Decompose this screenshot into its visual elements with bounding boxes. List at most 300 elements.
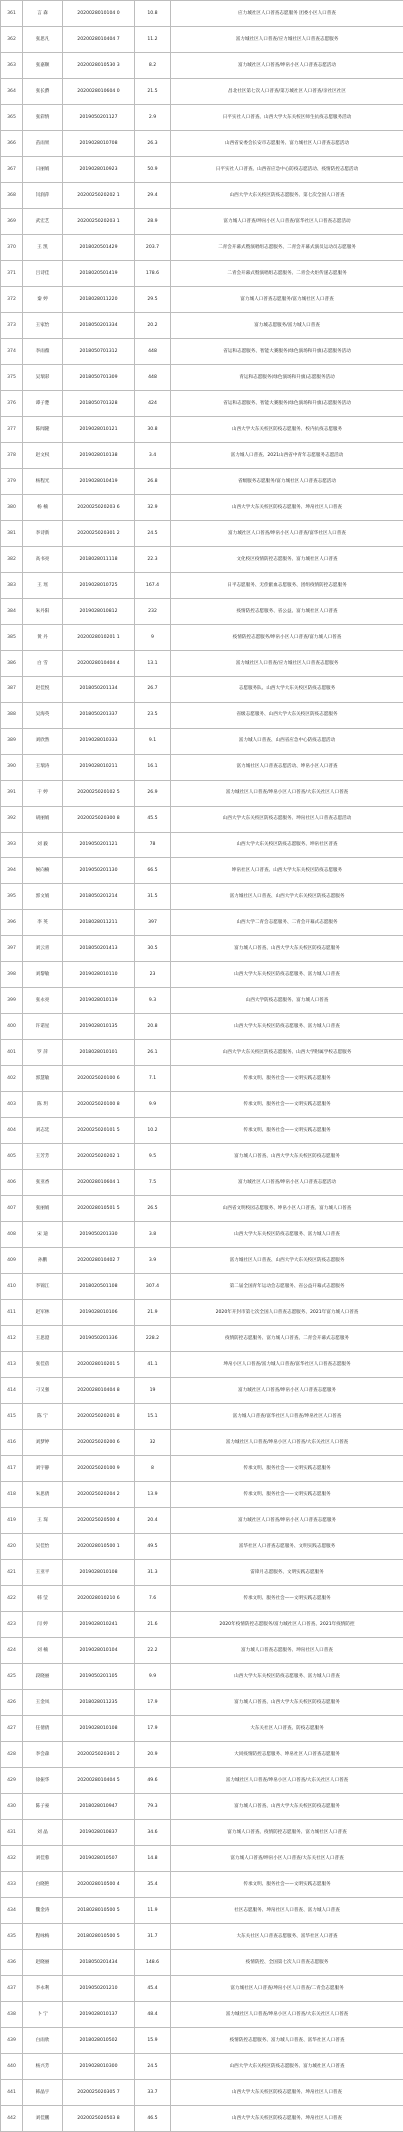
student-id: 2018050701328 [63,390,135,416]
student-id: 2020028010210 6 [63,1586,135,1612]
service-hours: 19 [135,1378,171,1404]
service-hours: 26.7 [135,676,171,702]
activity-description: 省运和志愿服务、智能大赛服务(绿色演场和升旗)志愿服务活动 [171,338,403,364]
service-hours: 21.5 [135,78,171,104]
volunteer-name: 刘云青 [23,936,63,962]
student-id: 2019050201330 [63,1222,135,1248]
service-hours: 20.2 [135,312,171,338]
table-row [1,156,403,182]
volunteer-name: 王思澄 [23,1326,63,1352]
row-number: 384 [1,598,23,624]
row-number: 425 [1,1664,23,1690]
service-hours: 9.3 [135,988,171,1014]
row-number: 419 [1,1508,23,1534]
student-id: 2019028010135 [63,1014,135,1040]
table-row [1,442,403,468]
service-hours: 3.4 [135,442,171,468]
student-id: 2019028010108 [63,1715,135,1741]
activity-description: 富力城社区人口普查/坤帛小区人口普查志愿服务 [171,1508,403,1534]
row-number: 370 [1,234,23,260]
row-number: 369 [1,208,23,234]
volunteer-name: 刘 晶 [23,1819,63,1845]
table-row [1,1326,403,1352]
service-hours: 448 [135,364,171,390]
row-number: 365 [1,104,23,130]
volunteer-name: 刘志廷 [23,1118,63,1144]
table-row [1,910,403,936]
row-number: 438 [1,2001,23,2027]
activity-description: 传承文明、服务社会——文明实践志愿服务 [171,1092,403,1118]
service-hours: 33.7 [135,2079,171,2105]
student-id: 2020025020201 8 [63,1404,135,1430]
service-hours: 7.6 [135,1586,171,1612]
volunteer-name: 赵军林 [23,1300,63,1326]
table-row [1,1793,403,1819]
volunteer-name: 刘黎敏 [23,962,63,988]
activity-description: 山西大学大东关校区防疫志愿服务、坤帛社区人口普查 [171,2079,403,2105]
activity-description: 富力城社区人口普查/应力城社区人口普查志愿服务 [171,26,403,52]
activity-description: 山西大学大东关校区防疫志愿服务、坤帛社区人口普查志愿活动 [171,806,403,832]
activity-description: 日平实社人口普查、山西大学大东关校区师生抗疫志愿服务活动 [171,104,403,130]
activity-description: 昌北社区第七次人口普查/第万城社区人口普查/亲社区社区 [171,78,403,104]
student-id: 2019028010211 [63,754,135,780]
volunteer-name: 李锦江 [23,1274,63,1300]
service-hours: 9.1 [135,728,171,754]
activity-description: 2020年开封市第七次全国人口普查志愿服务、2021年富力城人口普查 [171,1300,403,1326]
activity-description: 富力城人口普查、疫情防控志愿服务、富力城社区人口普查 [171,1819,403,1845]
student-id: 2019028010812 [63,598,135,624]
volunteer-name: 武宏艺 [23,208,63,234]
service-hours: 26.8 [135,468,171,494]
row-number: 367 [1,156,23,182]
row-number: 394 [1,858,23,884]
activity-description: 传承文明、服务社会——文明实践志愿服务 [171,1871,403,1897]
student-id: 2019028010923 [63,156,135,182]
service-hours: 23.5 [135,702,171,728]
volunteer-name: 刘 楠 [23,1638,63,1664]
table-row [1,2027,403,2053]
table-row [1,1767,403,1793]
table-row [1,1871,403,1897]
student-id: 2020028010402 7 [63,1248,135,1274]
student-id: 2019050201105 [63,1664,135,1690]
service-hours: 32.9 [135,494,171,520]
service-hours: 45.5 [135,806,171,832]
row-number: 429 [1,1767,23,1793]
table-row [1,1715,403,1741]
student-id: 2018028011211 [63,910,135,936]
volunteer-name: 孙鹏 [23,1248,63,1274]
service-hours: 13.9 [135,1482,171,1508]
activity-description: 二青会开幕式暨演唱组志愿服务、二青会火炬传递志愿服务 [171,260,403,286]
row-number: 433 [1,1871,23,1897]
activity-description: 疫情防控志愿服务、省公益、富力城社区人口普查 [171,598,403,624]
row-number: 442 [1,2105,23,2131]
row-number: 402 [1,1066,23,1092]
activity-description: 省级志愿服务、山西大学大东关校区防疫志愿服务 [171,702,403,728]
table-row [1,754,403,780]
row-number: 439 [1,2027,23,2053]
volunteer-name: 王 凯 [23,234,63,260]
activity-description: 疫情防控志愿服务、富力城人口普查、富华社区人口普查 [171,2027,403,2053]
volunteer-name: 闫润萍 [23,182,63,208]
table-row [1,260,403,286]
volunteer-name: 赵佳悦 [23,676,63,702]
activity-description: 富力城人口普查、山西省应急中心防疫志愿活动 [171,728,403,754]
table-row [1,1508,403,1534]
table-row [1,1664,403,1690]
student-id: 2020025020100 8 [63,1092,135,1118]
activity-description: 富力城人口普查/富华社区人口普查/坤帛社区人口普查 [171,1404,403,1430]
activity-description: 富力城人口普查/坤帛小区人口普查/富华社区人口普查志愿活动 [171,208,403,234]
row-number: 389 [1,728,23,754]
student-id: 2019028010241 [63,1612,135,1638]
volunteer-name: 刘佳鹏 [23,2105,63,2131]
student-id: 2018050201214 [63,884,135,910]
student-id: 2018050201434 [63,1949,135,1975]
activity-description: 雷锋月志愿服务、文明实践志愿服务 [171,1560,403,1586]
student-id: 2020028010201 5 [63,1352,135,1378]
student-id: 2020025020101 5 [63,1118,135,1144]
service-hours: 30.5 [135,936,171,962]
row-number: 441 [1,2079,23,2105]
row-number: 440 [1,2053,23,2079]
student-id: 2020025020305 7 [63,2079,135,2105]
table-row [1,1,403,27]
activity-description: 疫情防控志愿服务、富力城人口普查、二青会开幕式志愿服务 [171,1326,403,1352]
table-row [1,338,403,364]
row-number: 405 [1,1144,23,1170]
service-hours: 8 [135,1456,171,1482]
service-hours: 9.9 [135,1092,171,1118]
table-row [1,234,403,260]
activity-description: 富力城社区人口普查/坤帛小区人口普查/大东关社区人口普查 [171,1767,403,1793]
student-id: 2019028010119 [63,988,135,1014]
volunteer-name: 卜 宁 [23,2001,63,2027]
table-row [1,832,403,858]
activity-description: 传承文明、服务社会——文明实践志愿服务 [171,1066,403,1092]
table-row [1,598,403,624]
activity-description: 文化校区疫情防控志愿服务、富力城社区人口普查 [171,546,403,572]
activity-description: 第二届全国青年运动会志愿服务、省公益开幕式志愿服务 [171,1274,403,1300]
volunteer-name: 王 琛 [23,1508,63,1534]
row-number: 426 [1,1689,23,1715]
student-id: 2019028010121 [63,416,135,442]
volunteer-name: 李诗新 [23,520,63,546]
service-hours: 232 [135,598,171,624]
activity-description: 富力城社区人口普查/坤帛小区人口普查/大东关社区人口普查 [171,1430,403,1456]
table-row [1,1248,403,1274]
activity-description: 日平实社人口普查、山西省应急中心防疫志愿活动、疫情防控志愿活动 [171,156,403,182]
activity-description: 山西大学防疫志愿服务、富力城人口普查 [171,988,403,1014]
volunteer-name: 张佳蓓 [23,1352,63,1378]
table-row [1,416,403,442]
row-number: 404 [1,1118,23,1144]
service-hours: 49.6 [135,1767,171,1793]
service-hours: 167.4 [135,572,171,598]
activity-description: 山西大学二青会志愿服务、二青会开幕式志愿服务 [171,910,403,936]
table-row [1,624,403,650]
service-hours: 20.9 [135,1741,171,1767]
volunteer-name: 胡丽娟 [23,806,63,832]
volunteer-name: 赵文权 [23,442,63,468]
activity-description: 大同疫情防控志愿服务、坤帛社区人口普查志愿服务 [171,1741,403,1767]
service-hours: 178.6 [135,260,171,286]
volunteer-name: 赵晓丽 [23,1949,63,1975]
activity-description: 山西省文明校园志愿服务、坤帛小区人口普查、富力城人口普查 [171,1196,403,1222]
activity-description: 山西大学大东关校区防疫志愿服务、富力城人口普查 [171,1664,403,1690]
activity-description: 富力城社区人口普查/坤帛小区人口普查志愿活动 [171,1170,403,1196]
row-number: 372 [1,286,23,312]
service-hours: 22.2 [135,1638,171,1664]
activity-description: 疫情防控志愿服务/坤帛小区人口普查/富力城人口普查 [171,624,403,650]
volunteer-name: 陈 宁 [23,1404,63,1430]
student-id: 2019028010106 [63,1300,135,1326]
service-hours: 17.9 [135,1689,171,1715]
table-row [1,1741,403,1767]
activity-description: 山西大学大东关校区防疫志愿服务、富力城人口普查 [171,1222,403,1248]
activity-description: 社区志愿服务、坤帛社区人口普查、富力城人口普查 [171,1897,403,1923]
volunteer-name: 段晓丽 [23,1664,63,1690]
student-id: 2019028010137 [63,2001,135,2027]
service-hours: 11.9 [135,1897,171,1923]
table-row [1,182,403,208]
volunteer-name: 陈 玥 [23,1092,63,1118]
student-id: 2018028010502 [63,2027,135,2053]
table-row [1,1222,403,1248]
activity-description: 富力城社区人口普查/坤帛小区人口普查/二青会志愿服务 [171,1975,403,2001]
volunteer-name: 张嘉顺 [23,52,63,78]
service-hours: 148.6 [135,1949,171,1975]
activity-description: 富华社区人口普查志愿服务、文明实践志愿服务 [171,1534,403,1560]
table-row [1,1819,403,1845]
activity-description: 富力城人口普查志愿服务/富力城社区人口普查 [171,286,403,312]
activity-description: 疫情防控、全国第七次人口普查志愿服务 [171,1949,403,1975]
service-hours: 7.5 [135,1170,171,1196]
volunteer-name: 李永利 [23,1975,63,2001]
row-number: 424 [1,1638,23,1664]
service-hours: 8.2 [135,52,171,78]
table-row [1,1118,403,1144]
table-row [1,390,403,416]
volunteer-name: 杨程光 [23,468,63,494]
activity-description: 富力城社区人口普查/坤帛小区人口普查/大东关社区人口普查 [171,780,403,806]
row-number: 420 [1,1534,23,1560]
student-id: 2018020501419 [63,260,135,286]
activity-description: 富力城社区人口普查/坤帛小区人口普查志愿服务 [171,1378,403,1404]
table-row [1,2053,403,2079]
table-row [1,1300,403,1326]
student-id: 2020025020102 5 [63,780,135,806]
activity-description: 富力城人口普查、山西大学大东关校区防疫志愿服务 [171,1689,403,1715]
activity-description: 省级服务志愿服务/富力城社区人口普查志愿活动 [171,468,403,494]
activity-description: 山西大学大东关校区防疫志愿服务、山西大学附属学校志愿服务 [171,1040,403,1066]
activity-description: 山西大学大东关校区防疫志愿服务、坤帛社区普查 [171,832,403,858]
service-hours: 35.4 [135,1871,171,1897]
table-row [1,1404,403,1430]
service-hours: 48.4 [135,2001,171,2027]
service-hours: 21.6 [135,1612,171,1638]
activity-description: 富力城人口普查、山西大学大东关校区防疫志愿服务 [171,1793,403,1819]
student-id: 2019028010104 [63,1638,135,1664]
service-hours: 10.2 [135,1118,171,1144]
student-id: 2018028011235 [63,1689,135,1715]
activity-description: 山西大学大东关校区防疫志愿服务、富力城人口普查 [171,962,403,988]
activity-description: 山西大学大东关校区防疫志愿服务、坤帛社区人口普查 [171,494,403,520]
table-row [1,364,403,390]
table-row [1,806,403,832]
table-row [1,1196,403,1222]
row-number: 385 [1,624,23,650]
table-row [1,988,403,1014]
student-id: 2020028010404 4 [63,650,135,676]
volunteer-name: 杨 楠 [23,494,63,520]
row-number: 436 [1,1949,23,1975]
student-id: 2020028010604 0 [63,78,135,104]
student-id: 2018028010500 5 [63,1897,135,1923]
volunteer-name: 罗 萍 [23,1040,63,1066]
activity-description: 2020年疫情防控志愿服务/富力城社区人口普查、2021年疫情防控 [171,1612,403,1638]
volunteer-name: 吴瑞彩 [23,364,63,390]
volunteer-name: 王芳芳 [23,1144,63,1170]
activity-description: 山西大学大东关校区防疫志愿服务、富力城人口普查 [171,1014,403,1040]
table-row [1,546,403,572]
student-id: 2020028010501 5 [63,1196,135,1222]
student-id: 2018028010947 [63,1793,135,1819]
volunteer-name: 高书亮 [23,546,63,572]
table-row [1,962,403,988]
service-hours: 78 [135,832,171,858]
table-row [1,1897,403,1923]
volunteer-name: 闫 婷 [23,1612,63,1638]
activity-description: 富力城人口普查志愿服务、坤帛社区人口普查 [171,1638,403,1664]
volunteer-name: 杨兴芳 [23,2053,63,2079]
student-id: 2020028010604 1 [63,1170,135,1196]
row-number: 366 [1,130,23,156]
activity-description: 富力城社区人口普查、山西大学大东关校区防疫志愿服务 [171,1248,403,1274]
student-id: 2019050201121 [63,832,135,858]
service-hours: 49.5 [135,1534,171,1560]
row-number: 434 [1,1897,23,1923]
volunteer-name: 白晓艳 [23,1871,63,1897]
student-id: 2020028010500 1 [63,1534,135,1560]
volunteer-name: 张永亮 [23,988,63,1014]
activity-description: 大东关社区人口普查、防疫志愿服务 [171,1715,403,1741]
volunteer-name: 任倩倩 [23,1715,63,1741]
service-hours: 30.8 [135,416,171,442]
student-id: 2018028011118 [63,546,135,572]
row-number: 416 [1,1430,23,1456]
student-id: 2019050201336 [63,1326,135,1352]
volunteer-name: 韩 莹 [23,1586,63,1612]
service-hours: 20.4 [135,1508,171,1534]
table-row [1,1352,403,1378]
table-row [1,936,403,962]
row-number: 361 [1,1,23,27]
row-number: 409 [1,1248,23,1274]
service-hours: 24.5 [135,2053,171,2079]
student-id: 2018050201334 [63,312,135,338]
student-id: 2020028010104 0 [63,1,135,27]
volunteer-name: 候向楠 [23,858,63,884]
row-number: 431 [1,1819,23,1845]
activity-description: 富力城志愿服务/富力城人口普查 [171,312,403,338]
row-number: 422 [1,1586,23,1612]
row-number: 382 [1,546,23,572]
activity-description: 坤帛小区人口普查/富力城人口普查/富华社区人口普查志愿服务 [171,1352,403,1378]
volunteer-name: 韩晶宇 [23,2079,63,2105]
service-hours: 24.5 [135,520,171,546]
table-row [1,1560,403,1586]
student-id: 2019028010725 [63,572,135,598]
row-number: 386 [1,650,23,676]
table-body [1,1,403,2132]
volunteer-name: 李会森 [23,1741,63,1767]
volunteer-name: 苗雨果 [23,130,63,156]
table-row [1,494,403,520]
volunteer-name: 刘梦婷 [23,1430,63,1456]
row-number: 410 [1,1274,23,1300]
activity-description: 富力城人口普查、山西大学大东关校区防疫志愿服务 [171,936,403,962]
row-number: 421 [1,1560,23,1586]
table-row [1,286,403,312]
row-number: 413 [1,1352,23,1378]
service-hours: 31.5 [135,884,171,910]
volunteer-name: 陈子豪 [23,1793,63,1819]
service-hours: 9.9 [135,1664,171,1690]
row-number: 427 [1,1715,23,1741]
table-row [1,1586,403,1612]
row-number: 388 [1,702,23,728]
row-number: 435 [1,1923,23,1949]
table-row [1,1092,403,1118]
volunteer-name: 秦 婷 [23,286,63,312]
row-number: 379 [1,468,23,494]
table-row [1,1170,403,1196]
service-hours: 13.1 [135,650,171,676]
activity-description: 富力城社区人口普查/坤帛小区人口普查/大东关社区人口普查 [171,2001,403,2027]
table-row [1,1014,403,1040]
student-id: 2020025020203 6 [63,494,135,520]
activity-description: 富力城人口普查、2021山西省中青年志愿服务志愿活动 [171,442,403,468]
row-number: 393 [1,832,23,858]
activity-description: 志愿服务队、山西大学大东关校区防疫志愿服务 [171,676,403,702]
volunteer-name: 朱丹阳 [23,598,63,624]
service-hours: 50.9 [135,156,171,182]
student-id: 2020025020301 2 [63,520,135,546]
service-hours: 31.3 [135,1560,171,1586]
volunteer-name: 白 雪 [23,650,63,676]
table-row [1,312,403,338]
student-id: 2019028010333 [63,728,135,754]
student-id: 2020025020503 8 [63,2105,135,2131]
student-id: 2020025020203 1 [63,208,135,234]
row-number: 395 [1,884,23,910]
service-hours: 79.3 [135,1793,171,1819]
table-row [1,208,403,234]
volunteer-name: 张思凡 [23,26,63,52]
row-number: 381 [1,520,23,546]
table-row [1,702,403,728]
table-row [1,1689,403,1715]
activity-description: 山西大学大东关校区防疫志愿服务、第七次全国人口普查 [171,182,403,208]
service-hours: 26.9 [135,780,171,806]
row-number: 428 [1,1741,23,1767]
table-row [1,104,403,130]
table-row [1,52,403,78]
table-row [1,1378,403,1404]
service-hours: 15.1 [135,1404,171,1430]
